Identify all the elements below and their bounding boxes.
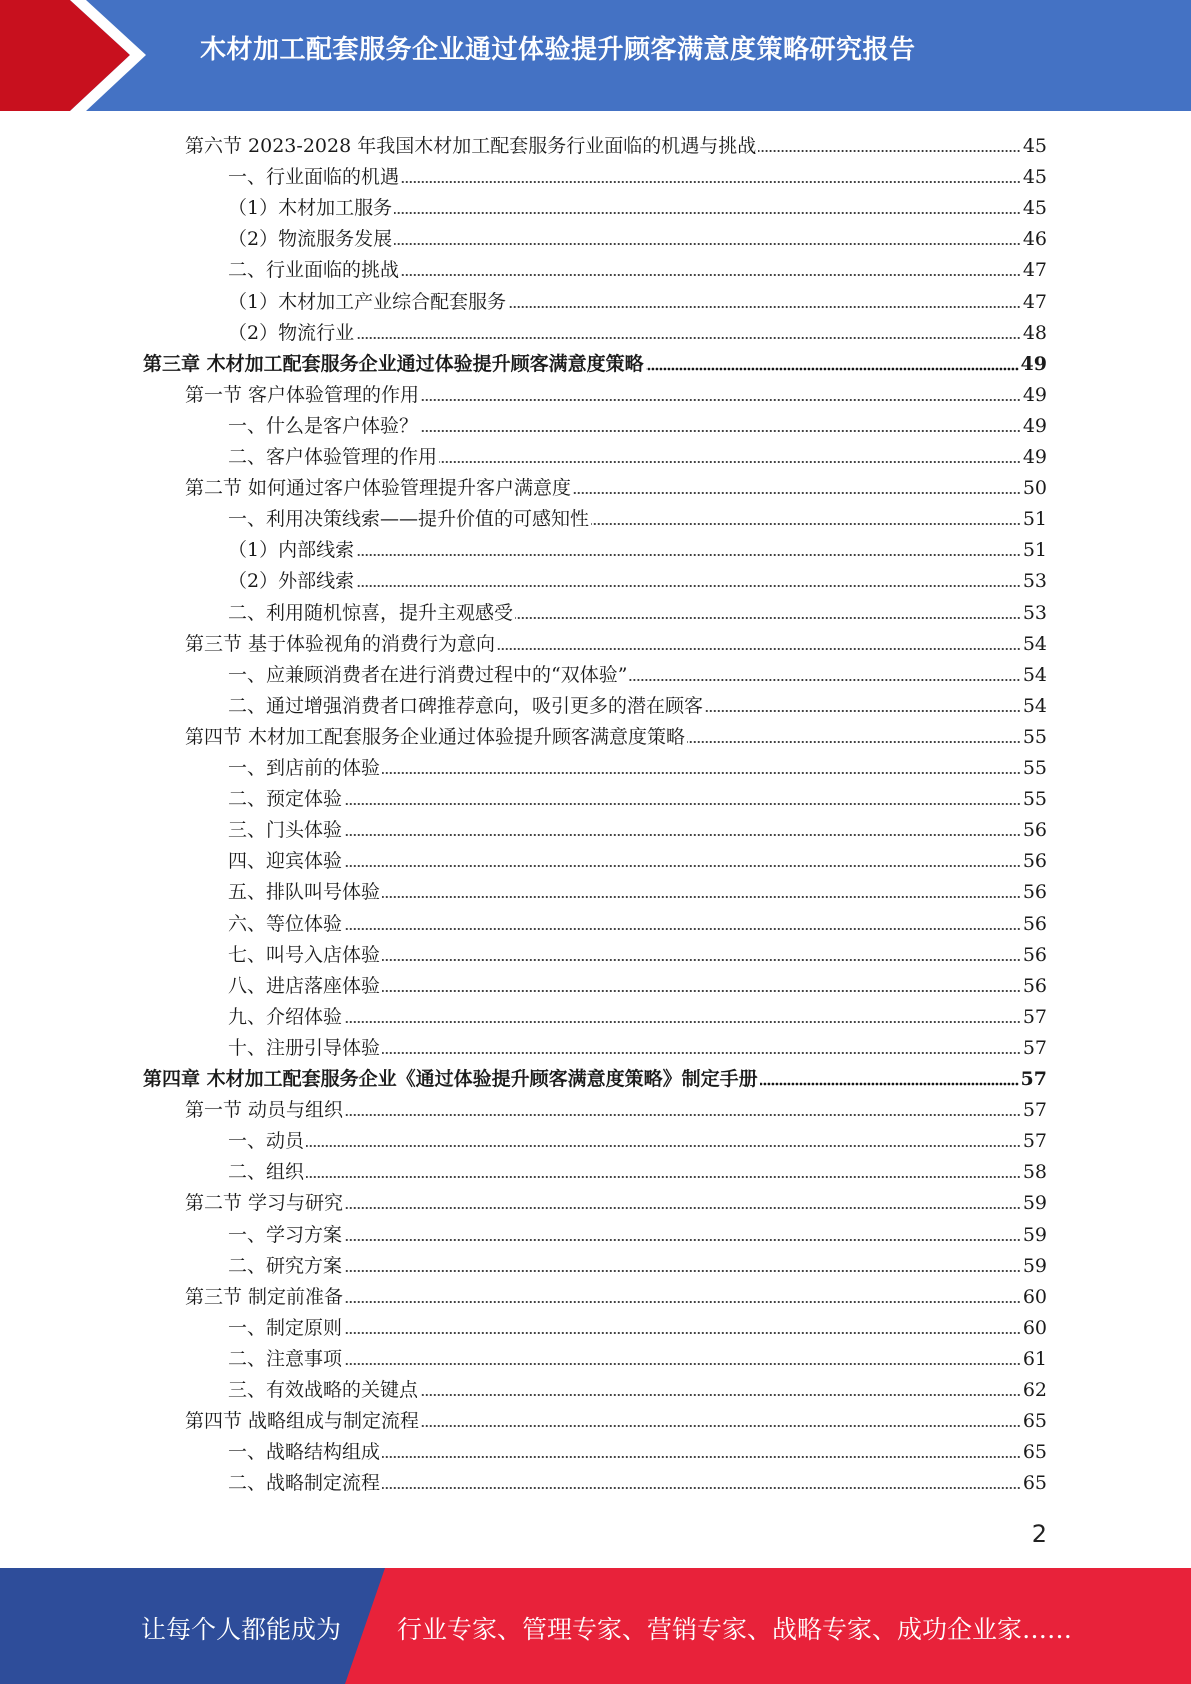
- page-number: 2: [1031, 1520, 1047, 1548]
- toc-dot-leader: [646, 367, 1019, 371]
- toc-entry[interactable]: [228, 189, 1047, 220]
- toc-dot-leader: [345, 1300, 1021, 1304]
- toc-entry-page: 46: [1022, 228, 1047, 251]
- header-banner: [0, 0, 1191, 111]
- toc-entry[interactable]: [228, 1153, 1047, 1184]
- toc-dot-leader: [345, 1113, 1021, 1117]
- toc-dot-leader: [344, 1331, 1021, 1335]
- toc-entry-page: 56: [1022, 881, 1047, 904]
- toc-dot-leader: [421, 398, 1021, 402]
- toc-entry-title: 一、动员: [228, 1130, 305, 1153]
- toc-entry[interactable]: [228, 1433, 1047, 1464]
- toc-dot-leader: [515, 616, 1021, 620]
- toc-entry-page: 62: [1022, 1379, 1047, 1401]
- toc-entry-title: （2）外部线索: [228, 570, 355, 593]
- toc-entry-page: 55: [1022, 725, 1047, 748]
- toc-entry-title: 一、行业面临的机遇: [228, 166, 400, 189]
- toc-entry-page: 54: [1022, 632, 1047, 655]
- toc-entry[interactable]: [228, 407, 1047, 438]
- toc-entry-page: 49: [1022, 446, 1047, 468]
- toc-dot-leader: [344, 833, 1021, 837]
- toc-entry-title: 二、利用随机惊喜，提升主观感受: [228, 601, 514, 624]
- toc-entry[interactable]: [228, 251, 1047, 282]
- toc-entry-page: 65: [1022, 1472, 1047, 1495]
- toc-entry-page: 54: [1022, 663, 1047, 686]
- toc-entry[interactable]: [228, 656, 1047, 687]
- toc-dot-leader: [344, 1362, 1021, 1366]
- toc-entry[interactable]: [228, 873, 1047, 904]
- toc-entry[interactable]: [228, 1122, 1047, 1153]
- toc-entry-page: 57: [1022, 1036, 1047, 1059]
- toc-entry-page: 56: [1022, 819, 1047, 842]
- toc-entry-page: 57: [1020, 1068, 1047, 1090]
- toc-dot-leader: [508, 305, 1021, 309]
- toc-dot-leader: [382, 989, 1021, 993]
- toc-entry-title: 五、排队叫号体验: [228, 881, 381, 904]
- toc-entry[interactable]: [228, 842, 1047, 873]
- toc-entry[interactable]: [228, 1309, 1047, 1340]
- toc-entry[interactable]: [228, 1464, 1047, 1495]
- toc-dot-leader: [306, 1144, 1021, 1148]
- toc-entry-page: 55: [1022, 788, 1047, 811]
- header-arrow-decoration: [0, 0, 160, 111]
- toc-entry-title: 二、客户体验管理的作用: [228, 446, 438, 468]
- toc-entry-title: 九、介绍体验: [228, 1005, 343, 1028]
- toc-entry-title: 一、制定原则: [228, 1316, 343, 1339]
- toc-dot-leader: [306, 1175, 1021, 1179]
- toc-entry-title: 一、到店前的体验: [228, 757, 381, 779]
- toc-dot-leader: [758, 149, 1021, 153]
- toc-entry-title: 一、利用决策线索——提升价值的可感知性: [228, 508, 590, 531]
- toc-entry[interactable]: [185, 1278, 1047, 1309]
- toc-entry-page: 56: [1022, 974, 1047, 997]
- toc-entry-title: （2）物流行业: [228, 321, 355, 344]
- toc-entry-title: （2）物流服务发展: [228, 228, 393, 251]
- toc-dot-leader: [344, 1020, 1021, 1024]
- toc-entry-title: 三、有效战略的关键点: [228, 1379, 419, 1401]
- toc-entry-page: 56: [1022, 912, 1047, 935]
- toc-dot-leader: [420, 1393, 1021, 1397]
- toc-entry-title: 一、什么是客户体验？: [228, 414, 419, 437]
- toc-entry-page: 58: [1022, 1161, 1047, 1184]
- toc-entry-page: 65: [1022, 1410, 1047, 1433]
- toc-entry-title: 十、注册引导体验: [228, 1036, 381, 1059]
- toc-dot-leader: [356, 584, 1021, 588]
- toc-entry-page: 49: [1020, 352, 1047, 375]
- toc-entry[interactable]: [228, 1029, 1047, 1060]
- toc-entry-title: 第二节 学习与研究: [185, 1192, 344, 1215]
- toc-entry-page: 45: [1022, 197, 1047, 220]
- toc-entry[interactable]: [228, 438, 1047, 469]
- toc-entry-title: 二、注意事项: [228, 1347, 343, 1370]
- toc-entry[interactable]: [228, 562, 1047, 593]
- footer-slogan-left: 让每个人都能成为: [141, 1615, 342, 1644]
- toc-entry-title: 第二节 如何通过客户体验管理提升客户满意度: [185, 477, 572, 500]
- toc-entry[interactable]: [185, 1184, 1047, 1215]
- toc-dot-leader: [394, 211, 1021, 215]
- toc-entry[interactable]: [228, 687, 1047, 718]
- toc-entry-title: 四、迎宾体验: [228, 850, 343, 873]
- toc-dot-leader: [705, 709, 1021, 713]
- toc-entry-title: 二、研究方案: [228, 1254, 343, 1277]
- toc-entry-page: 50: [1022, 477, 1047, 500]
- toc-dot-leader: [356, 553, 1021, 557]
- footer-slogan-right: 行业专家、管理专家、营销专家、战略专家、成功企业家……: [397, 1615, 1073, 1644]
- toc-entry-title: 七、叫号入店体验: [228, 943, 381, 966]
- toc-entry-title: 三、门头体验: [228, 819, 343, 842]
- toc-entry-title: 第三节 基于体验视角的消费行为意向: [185, 632, 496, 655]
- toc-entry[interactable]: [185, 718, 1047, 749]
- toc-entry-page: 45: [1022, 166, 1047, 189]
- toc-dot-leader: [382, 895, 1021, 899]
- toc-entry-page: 51: [1022, 508, 1047, 531]
- toc-entry-title: （1）木材加工产业综合配套服务: [228, 290, 507, 313]
- toc-entry-title: 一、应兼顾消费者在进行消费过程中的“双体验”: [228, 663, 628, 686]
- toc-dot-leader: [382, 958, 1021, 962]
- toc-entry[interactable]: [228, 780, 1047, 811]
- toc-dot-leader: [687, 740, 1021, 744]
- toc-entry-page: 49: [1022, 414, 1047, 437]
- toc-entry-page: 65: [1022, 1441, 1047, 1464]
- toc-entry[interactable]: [143, 345, 1047, 376]
- toc-entry-title: 第四节 战略组成与制定流程: [185, 1410, 420, 1433]
- toc-entry-title: 第六节 2023-2028 年我国木材加工配套服务行业面临的机遇与挑战: [185, 135, 757, 157]
- toc-entry[interactable]: [228, 1247, 1047, 1278]
- toc-entry-page: 55: [1022, 757, 1047, 779]
- toc-entry-title: 一、战略结构组成: [228, 1441, 381, 1464]
- toc-entry-page: 53: [1022, 601, 1047, 624]
- toc-entry-page: 57: [1022, 1130, 1047, 1153]
- toc-entry-page: 56: [1022, 850, 1047, 873]
- toc-entry[interactable]: [228, 1371, 1047, 1402]
- toc-dot-leader: [356, 336, 1021, 340]
- toc-entry[interactable]: [228, 594, 1047, 625]
- toc-dot-leader: [401, 180, 1021, 184]
- toc-entry-page: 59: [1022, 1223, 1047, 1246]
- toc-entry-page: 54: [1022, 694, 1047, 717]
- toc-entry[interactable]: [228, 1216, 1047, 1247]
- toc-entry-page: 47: [1022, 259, 1047, 282]
- toc-entry-page: 59: [1022, 1254, 1047, 1277]
- toc-entry-title: 一、学习方案: [228, 1223, 343, 1246]
- toc-entry-page: 45: [1022, 135, 1047, 157]
- toc-entry[interactable]: [228, 998, 1047, 1029]
- toc-entry[interactable]: [228, 220, 1047, 251]
- toc-entry[interactable]: [228, 967, 1047, 998]
- toc-entry-page: 48: [1022, 321, 1047, 344]
- toc-entry-page: 60: [1022, 1285, 1047, 1308]
- toc-entry-page: 47: [1022, 290, 1047, 313]
- toc-entry-title: 二、预定体验: [228, 788, 343, 811]
- toc-dot-leader: [344, 1238, 1021, 1242]
- toc-entry[interactable]: [228, 936, 1047, 967]
- toc-entry-title: 二、行业面临的挑战: [228, 259, 400, 282]
- toc-entry[interactable]: [228, 314, 1047, 345]
- toc-entry-page: 57: [1022, 1005, 1047, 1028]
- toc-entry-page: 57: [1022, 1099, 1047, 1122]
- toc-entry-title: 八、进店落座体验: [228, 974, 381, 997]
- toc-entry[interactable]: [228, 905, 1047, 936]
- report-title: 木材加工配套服务企业通过体验提升顾客满意度策略研究报告: [200, 35, 916, 65]
- toc-entry-title: 第三节 制定前准备: [185, 1285, 344, 1308]
- toc-entry[interactable]: [228, 500, 1047, 531]
- toc-entry[interactable]: [228, 283, 1047, 314]
- toc-entry-title: （1）内部线索: [228, 539, 355, 562]
- toc-entry-page: 51: [1022, 539, 1047, 562]
- toc-entry-title: 二、战略制定流程: [228, 1472, 381, 1495]
- toc-dot-leader: [382, 1486, 1021, 1490]
- toc-entry-page: 61: [1022, 1347, 1047, 1370]
- toc-dot-leader: [439, 460, 1021, 464]
- toc-entry[interactable]: [228, 811, 1047, 842]
- toc-entry-title: 第四章 木材加工配套服务企业《通过体验提升顾客满意度策略》制定手册: [143, 1068, 758, 1090]
- toc-entry[interactable]: [143, 1060, 1047, 1091]
- toc-entry[interactable]: [185, 1091, 1047, 1122]
- toc-dot-leader: [344, 1269, 1021, 1273]
- toc-dot-leader: [394, 242, 1021, 246]
- toc-entry-page: 56: [1022, 943, 1047, 966]
- toc-entry[interactable]: [228, 158, 1047, 189]
- toc-dot-leader: [382, 1455, 1021, 1459]
- toc-entry-title: 第四节 木材加工配套服务企业通过体验提升顾客满意度策略: [185, 725, 686, 748]
- toc-dot-leader: [344, 927, 1021, 931]
- toc-dot-leader: [345, 1206, 1021, 1210]
- toc-dot-leader: [401, 273, 1021, 277]
- toc-dot-leader: [760, 1082, 1019, 1086]
- toc-dot-leader: [629, 678, 1020, 682]
- toc-entry-page: 59: [1022, 1192, 1047, 1215]
- toc-dot-leader: [421, 1424, 1021, 1428]
- toc-dot-leader: [344, 864, 1021, 868]
- toc-entry-title: 第三章 木材加工配套服务企业通过体验提升顾客满意度策略: [143, 352, 644, 375]
- toc-dot-leader: [382, 771, 1021, 775]
- toc-dot-leader: [344, 802, 1021, 806]
- toc-entry-title: 第一节 客户体验管理的作用: [185, 383, 420, 406]
- toc-entry-page: 49: [1022, 383, 1047, 406]
- toc-entry[interactable]: [185, 127, 1047, 158]
- footer-banner: [0, 1568, 1191, 1684]
- toc-entry[interactable]: [228, 1340, 1047, 1371]
- toc-entry[interactable]: [185, 376, 1047, 407]
- toc-dot-leader: [382, 1051, 1021, 1055]
- toc-entry[interactable]: [185, 625, 1047, 656]
- toc-entry-title: （1）木材加工服务: [228, 197, 393, 220]
- toc-entry-page: 53: [1022, 570, 1047, 593]
- toc-dot-leader: [497, 647, 1021, 651]
- toc-entry-page: 60: [1022, 1316, 1047, 1339]
- toc-entry[interactable]: [185, 1402, 1047, 1433]
- toc-entry-title: 二、组织: [228, 1161, 305, 1184]
- toc-dot-leader: [420, 429, 1021, 433]
- toc-entry[interactable]: [185, 469, 1047, 500]
- toc-entry[interactable]: [228, 749, 1047, 780]
- toc-entry[interactable]: [228, 531, 1047, 562]
- toc-dot-leader: [591, 522, 1021, 526]
- toc-entry-title: 六、等位体验: [228, 912, 343, 935]
- toc-entry-title: 二、通过增强消费者口碑推荐意向，吸引更多的潜在顾客: [228, 694, 704, 717]
- toc-entry-title: 第一节 动员与组织: [185, 1099, 344, 1122]
- toc-dot-leader: [573, 491, 1021, 495]
